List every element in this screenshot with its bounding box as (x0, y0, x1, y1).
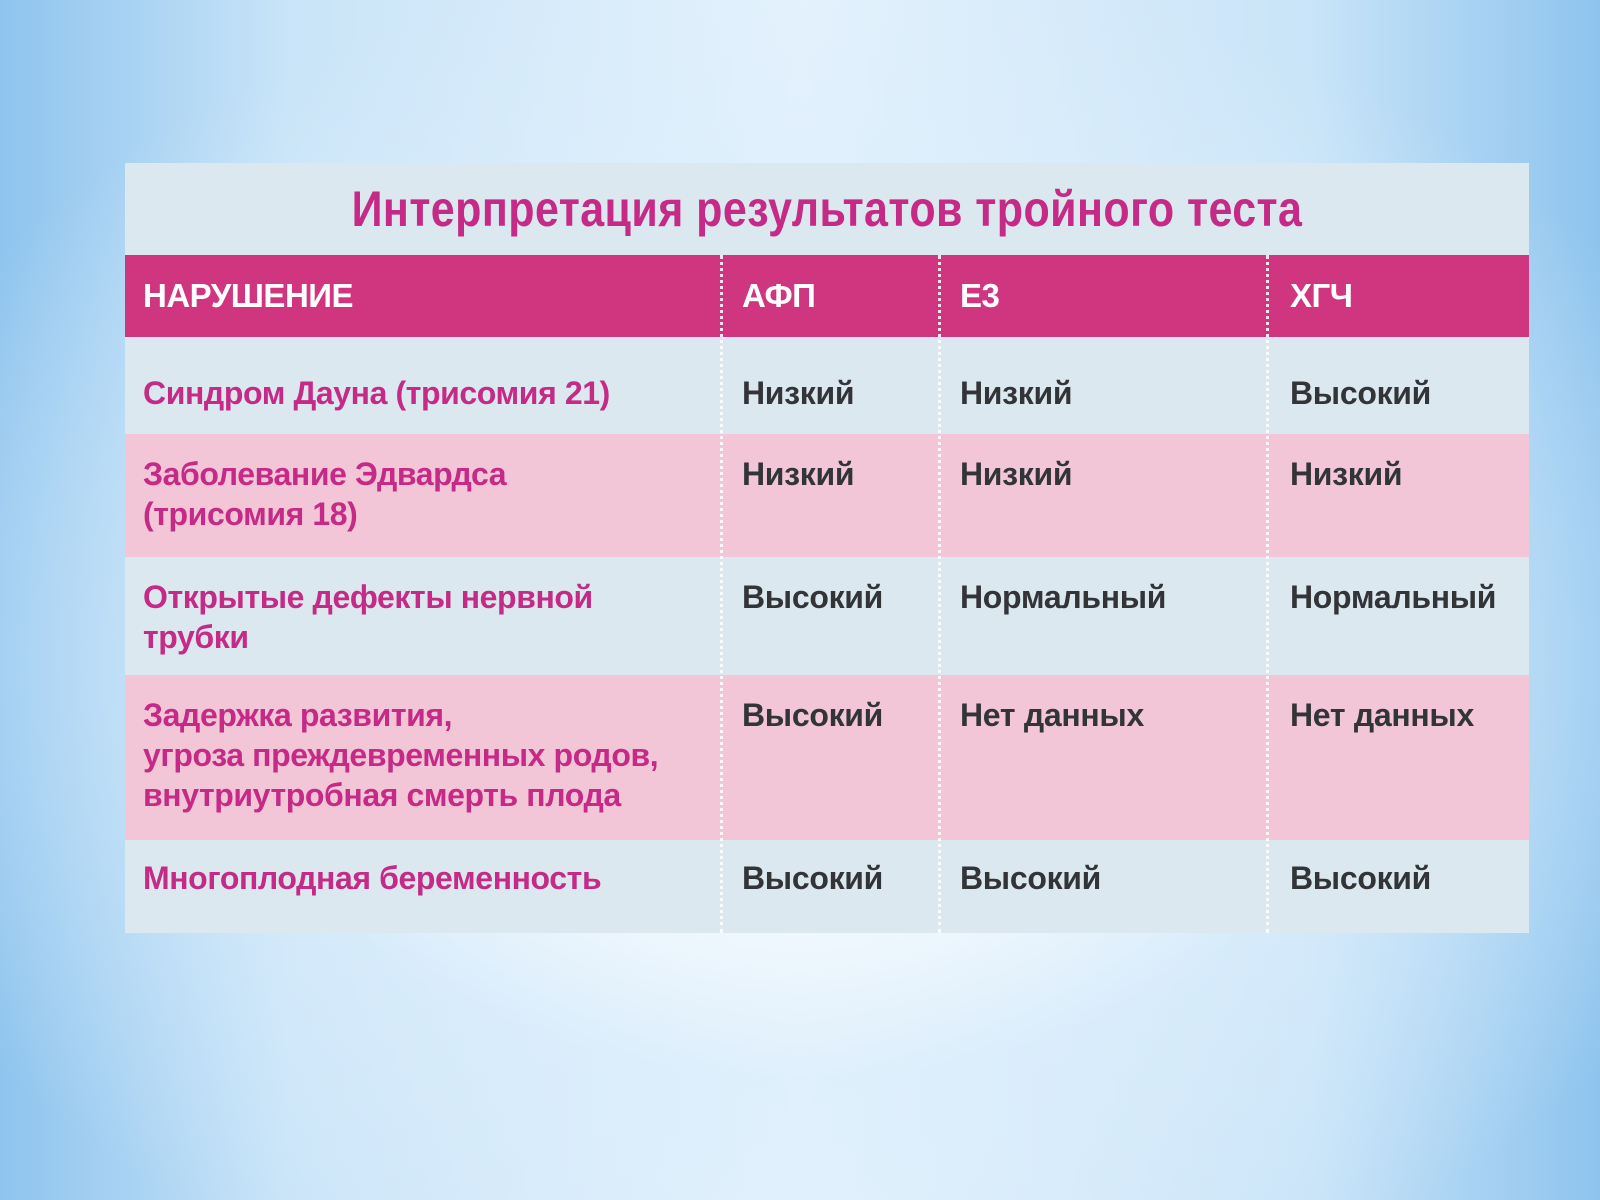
e3-cell: Низкий (960, 456, 1073, 492)
condition-cell (125, 557, 720, 675)
hcg-cell: Нет данных (1290, 697, 1474, 733)
table-row (125, 337, 1529, 434)
column-divider (720, 255, 723, 933)
afp-cell: Низкий (742, 375, 855, 411)
condition-line: внутриутробная смерть плода (143, 777, 621, 813)
condition-line: Открытые дефекты нервной (143, 579, 593, 615)
e3-cell: Нет данных (960, 697, 1144, 733)
condition-cell (125, 675, 720, 840)
afp-cell: Высокий (742, 860, 884, 896)
condition-line: угроза преждевременных родов, (143, 737, 659, 773)
hcg-cell: Низкий (1290, 456, 1403, 492)
hcg-cell: Высокий (1290, 375, 1432, 411)
table-row (125, 840, 1529, 933)
table-title: Интерпретация результатов тройного теста (351, 181, 1303, 237)
table-row (125, 675, 1529, 840)
table-row (125, 557, 1529, 675)
hcg-cell: Нормальный (1290, 579, 1497, 615)
column-divider (1266, 255, 1269, 933)
e3-cell: Нормальный (960, 579, 1167, 615)
column-divider (938, 255, 941, 933)
table-header-row (125, 255, 1529, 337)
header-condition: НАРУШЕНИЕ (143, 277, 353, 314)
condition-cell (125, 337, 720, 434)
condition-cell (125, 840, 720, 933)
e3-cell: Низкий (960, 375, 1073, 411)
e3-cell: Высокий (960, 860, 1102, 896)
condition-line: трубки (143, 619, 249, 655)
afp-cell: Низкий (742, 456, 855, 492)
condition-line: Синдром Дауна (трисомия 21) (143, 375, 610, 411)
hcg-cell: Высокий (1290, 860, 1432, 896)
header-hcg: ХГЧ (1290, 277, 1353, 314)
condition-line: Задержка развития, (143, 697, 453, 733)
header-e3: Е3 (960, 277, 1000, 314)
condition-line: (трисомия 18) (143, 496, 358, 532)
header-afp: АФП (742, 277, 816, 314)
triple-test-table (125, 163, 1529, 933)
condition-line: Многоплодная беременность (143, 860, 602, 896)
afp-cell: Высокий (742, 579, 884, 615)
table-row (125, 434, 1529, 557)
condition-line: Заболевание Эдвардса (143, 456, 507, 492)
condition-cell (125, 434, 720, 557)
afp-cell: Высокий (742, 697, 884, 733)
